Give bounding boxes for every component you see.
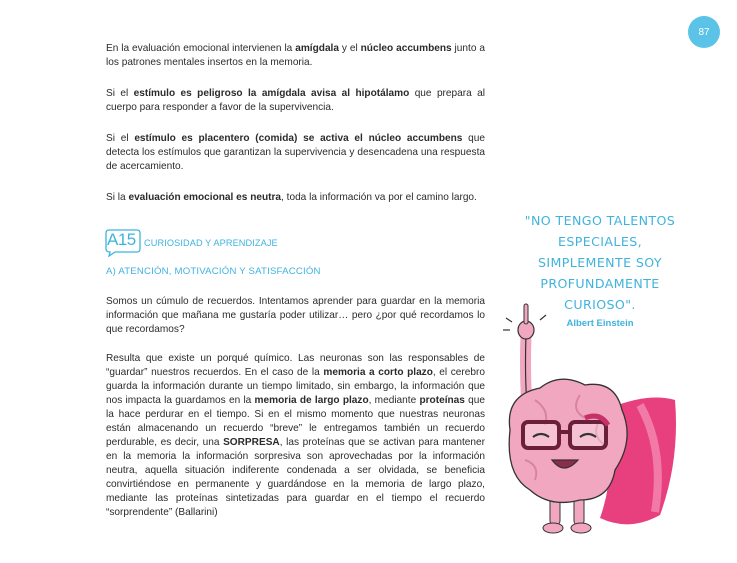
text-span: Si la bbox=[106, 192, 129, 203]
text-span: Si el bbox=[106, 88, 134, 99]
section-code: A15 bbox=[107, 230, 136, 249]
text-span: Resulta que existe un porqué químico. Las neuronas son las responsables de “guardar” nuestros recuerdos. En el caso de la bbox=[106, 353, 485, 378]
quote-author: Albert Einstein bbox=[566, 318, 634, 329]
text-span: Somos un cúmulo de recuerdos. Intentamos aprender para guardar en la memoria información que mañana me gustaría poder utilizar… pero ¿por qué recordamos lo que recordamos? bbox=[106, 296, 485, 335]
section-subtitle: A) ATENCIÓN, MOTIVACIÓN Y SATISFACCIÓN bbox=[106, 266, 321, 277]
text-span: , el cerebro guarda la información durante un tiempo limitado, sin embargo, la información que nos impacta la guardamos en la bbox=[106, 367, 485, 406]
quote-line: ESPECIALES, bbox=[558, 234, 642, 249]
bold-text: proteínas bbox=[419, 395, 465, 406]
bold-text: núcleo accumbens bbox=[360, 43, 452, 54]
text-span: , las proteínas que se activan para mantener en la memoria la información sorpresiva son aprovechadas por la información neutra, aquella situación indiferente condenada a ser olvidada, se beneficia convirtiéndose en permanente y guardándose en la memoria de largo plazo, mediante las proteínas sintetizadas para guardar en el tiempo el recuerdo “sorprendente” (Ballarini) bbox=[106, 437, 485, 518]
text-span: y el bbox=[338, 43, 361, 54]
superhero-brain-illustration bbox=[490, 300, 710, 550]
bold-text: estímulo es placentero (comida) se activa el núcleo accumbens bbox=[134, 133, 463, 144]
intro-paragraph-4 bbox=[106, 191, 485, 205]
text-span: que detecta los estímulos que garantizan la supervivencia y desencadena una respuesta de acercamiento. bbox=[106, 133, 485, 172]
text-span: En la evaluación emocional intervienen la bbox=[106, 43, 296, 54]
quote-line: CURIOSO". bbox=[564, 297, 636, 312]
quote-line: "NO TENGO TALENTOS bbox=[524, 213, 676, 228]
bold-text: memoria de largo plazo bbox=[254, 395, 369, 406]
bold-text: evaluación emocional es neutra bbox=[128, 192, 282, 203]
body-paragraph-2 bbox=[106, 352, 485, 520]
text-span: que la hace perdurar en el tiempo. Si en el mismo momento que nuestras neuronas están almacenando un recuerdo “breve” le entregamos también un recuerdo perdurable, es decir, una bbox=[106, 395, 485, 448]
intro-paragraph-1 bbox=[106, 42, 485, 70]
text-span: , toda la información va por el camino largo. bbox=[281, 192, 477, 203]
bold-text: amígdala bbox=[295, 43, 339, 54]
intro-paragraph-3 bbox=[106, 132, 485, 174]
quote-line: SIMPLEMENTE SOY bbox=[538, 255, 662, 270]
bold-text: SORPRESA bbox=[223, 437, 280, 448]
text-span: Si el bbox=[106, 133, 135, 144]
section-code-badge bbox=[103, 227, 141, 255]
page-number-badge bbox=[688, 16, 720, 48]
body-paragraph-1 bbox=[106, 295, 485, 337]
bold-text: estímulo es peligroso la amígdala avisa al hipotálamo bbox=[133, 88, 410, 99]
text-span: , mediante bbox=[368, 395, 420, 406]
text-span: junto a los patrones mentales insertos en la memoria. bbox=[106, 43, 485, 68]
intro-paragraph-2 bbox=[106, 87, 485, 115]
bold-text: memoria a corto plazo bbox=[323, 367, 433, 378]
quote-line: PROFUNDAMENTE bbox=[540, 276, 660, 291]
section-heading bbox=[103, 227, 278, 255]
text-span: que prepara al cuerpo para responder a favor de la supervivencia. bbox=[106, 88, 485, 113]
section-title: CURIOSIDAD Y APRENDIZAJE bbox=[144, 237, 278, 248]
page-number: 87 bbox=[698, 26, 710, 38]
